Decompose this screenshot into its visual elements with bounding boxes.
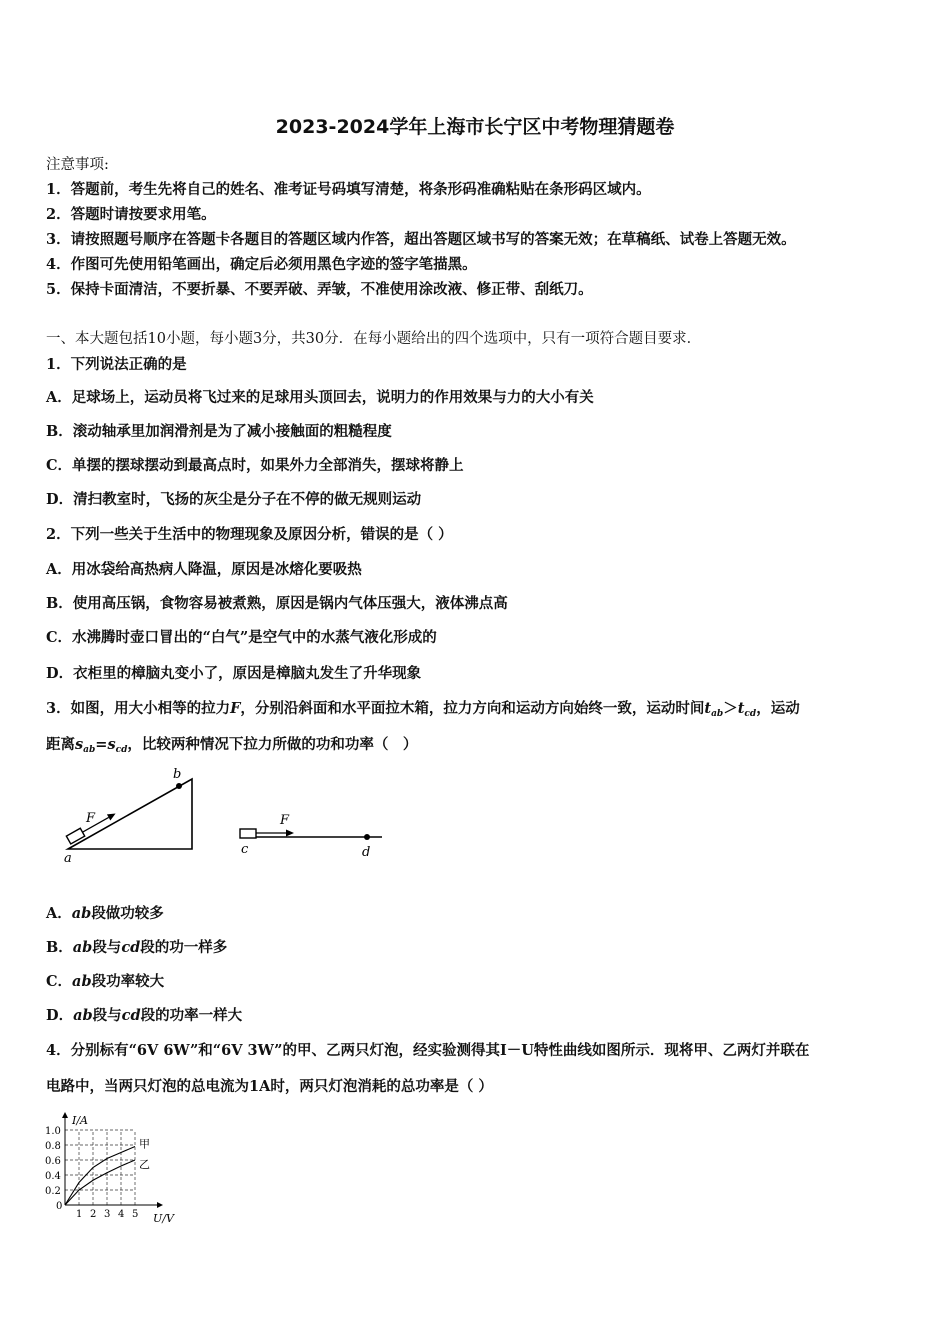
label-c: c — [241, 842, 249, 857]
question-1-option-a: A．足球场上，运动员将飞过来的足球用头顶回去，说明力的作用效果与力的大小有关 — [46, 389, 594, 406]
notice-item: 1．答题前，考生先将自己的姓名、准考证号码填写清楚，将条形码准确粘贴在条形码区域内。 — [46, 181, 651, 198]
y-tick-label: 0 — [56, 1201, 63, 1212]
y-tick-label: 1.0 — [45, 1126, 61, 1137]
notice-item: 5．保持卡面清洁，不要折暴、不要弄破、弄皱，不准使用涂改液、修正带、刮纸刀。 — [46, 281, 593, 298]
question-3-stem-line2: 距离$s_{ab}=s_{cd}$，比较两种情况下拉力所做的功和功率（ ） — [46, 736, 418, 755]
x-axis-label: U/V — [153, 1212, 174, 1225]
question-4-stem: 4．分别标有“6V 6W”和“6V 3W”的甲、乙两只灯泡，经实验测得其I－U特性曲线如图所示．现将甲、乙两灯并联在 — [46, 1042, 810, 1059]
notice-heading: 注意事项: — [46, 157, 109, 173]
question-3-option-c: C．ab段功率较大 — [46, 973, 165, 990]
question-2-stem: 2．下列一些关于生活中的物理现象及原因分析，错误的是（ ） — [46, 526, 453, 543]
x-tick-label: 2 — [90, 1209, 97, 1220]
y-tick-label: 0.4 — [45, 1171, 61, 1182]
y-tick-label: 0.6 — [45, 1156, 61, 1167]
label-d: d — [362, 845, 371, 860]
point-d-dot — [364, 834, 370, 840]
label-F-horizontal: F — [280, 813, 290, 828]
question-1-option-b: B．滚动轴承里加润滑剂是为了减小接触面的粗糙程度 — [46, 423, 392, 440]
notice-item: 2．答题时请按要求用笔。 — [46, 206, 216, 223]
label-F-incline: F — [86, 811, 96, 826]
x-axis-arrow — [157, 1202, 163, 1208]
y-tick-label: 0.8 — [45, 1141, 61, 1152]
question-1-option-c: C．单摆的摆球摆动到最高点时，如果外力全部消失，摆球将静上 — [46, 457, 464, 474]
section-heading: 一、本大题包括10小题，每小题3分，共30分．在每小题给出的四个选项中，只有一项符合题目要求． — [46, 331, 702, 347]
question-3-stem: 3．如图，用大小相等的拉力F，分别沿斜面和水平面拉木箱，拉力方向和运动方向始终一致，运动时间$t_{ab}>t_{cd}$，运动 — [46, 700, 800, 719]
question-2-option-b: B．使用高压锅，食物容易被煮熟，原因是锅内气体压强大，液体沸点高 — [46, 595, 508, 612]
question-3-option-a: A．ab段做功较多 — [46, 905, 164, 922]
horizontal-figure — [236, 808, 386, 863]
question-2-option-c: C．水沸腾时壶口冒出的“白气”是空气中的水蒸气液化形成的 — [46, 629, 437, 646]
series-label: 甲 — [139, 1137, 150, 1151]
label-b: b — [173, 767, 182, 782]
question-3-option-b: B．ab段与cd段的功一样多 — [46, 939, 228, 956]
series-line-jia — [65, 1147, 135, 1206]
question-2-option-a: A．用冰袋给高热病人降温，原因是冰熔化要吸热 — [46, 561, 362, 578]
x-tick-label: 5 — [132, 1209, 139, 1220]
force-arrowhead — [286, 830, 294, 837]
question-2-option-d: D．衣柜里的樟脑丸变小了，原因是樟脑丸发生了升华现象 — [46, 665, 422, 682]
question-1-stem: 1．下列说法正确的是 — [46, 356, 187, 373]
crate-horizontal — [240, 829, 256, 838]
x-tick-label: 1 — [76, 1209, 83, 1220]
label-a: a — [64, 851, 72, 865]
incline-figure — [58, 765, 208, 865]
notice-item: 3．请按照题号顺序在答题卡各题目的答题区域内作答，超出答题区域书写的答案无效；在草稿纸、试卷上答题无效。 — [46, 231, 796, 248]
series-label: 乙 — [139, 1158, 150, 1171]
y-axis-label: I/A — [72, 1114, 88, 1127]
page-title: 2023-2024学年上海市长宁区中考物理猜题卷 — [275, 116, 675, 138]
y-tick-label: 0.2 — [45, 1186, 61, 1197]
question-4-stem-line2: 电路中，当两只灯泡的总电流为1A时，两只灯泡消耗的总功率是（ ） — [46, 1078, 493, 1095]
notice-item: 4．作图可先使用铅笔画出，确定后必须用黑色字迹的签字笔描黑。 — [46, 256, 477, 273]
x-tick-label: 4 — [118, 1209, 125, 1220]
point-b-dot — [176, 783, 182, 789]
series-line-yi — [65, 1160, 135, 1205]
question-3-option-d: D．ab段与cd段的功率一样大 — [46, 1007, 243, 1024]
y-axis-arrow — [62, 1112, 68, 1118]
x-tick-label: 3 — [104, 1209, 111, 1220]
question-1-option-d: D．清扫教室时，飞扬的灰尘是分子在不停的做无规则运动 — [46, 491, 422, 508]
iu-chart — [40, 1102, 190, 1232]
